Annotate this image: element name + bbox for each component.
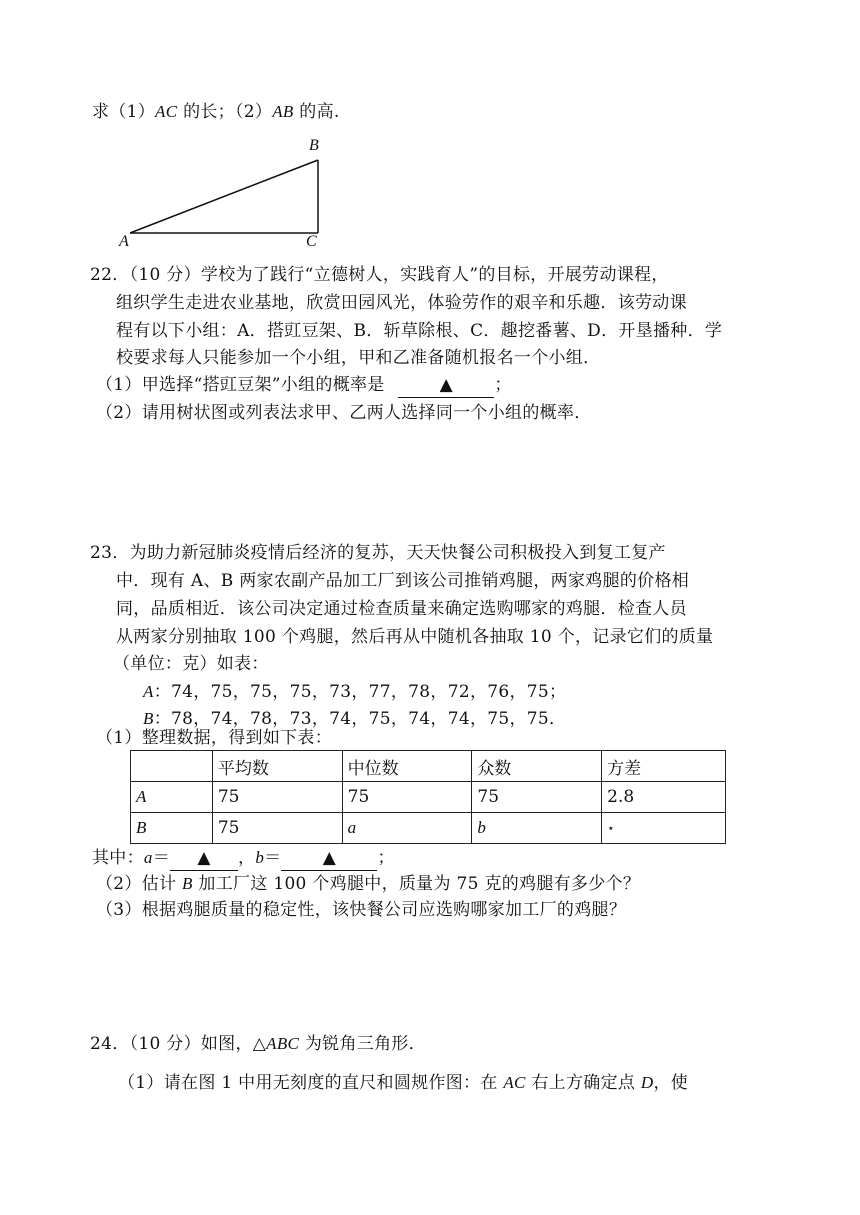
q22-part-2: （2）请用树状图或列表法求甲、乙两人选择同一个小组的概率． <box>96 403 592 423</box>
q23-blanks-line: 其中：a＝ ▲ ，b＝ ▲ ； <box>92 846 395 871</box>
table-header-row <box>131 751 726 782</box>
vertex-label-c: C <box>306 233 317 250</box>
table-cell: b <box>472 813 602 844</box>
table-cell: 75 <box>472 782 602 813</box>
table-cell: A <box>131 782 213 813</box>
answer-blank-a[interactable]: ▲ <box>170 846 238 871</box>
q23-line-2: 中．现有 A、B 两家农副产品加工厂到该公司推销鸡腿，两家鸡腿的价格相 <box>116 571 690 591</box>
q23-line-1: 23．为助力新冠肺炎疫情后经济的复苏，天天快餐公司积极投入到复工复产 <box>90 543 666 563</box>
q22-line-1: 22．（10 分）学校为了践行“立德树人，实践育人”的目标，开展劳动课程， <box>90 265 669 285</box>
vertex-label-a: A <box>119 233 129 250</box>
q23-line-5: （单位：克）如表： <box>113 654 269 674</box>
q22-line-4: 校要求每人只能参加一个小组，甲和乙准备随机报名一个小组． <box>116 348 601 368</box>
q23-data-b: B：78，74，78，73，74，75，74，74，75，75． <box>143 709 567 729</box>
q22-line-3: 程有以下小组：A．搭豇豆架、B．斩草除根、C．趣挖番薯、D．开垦播种．学 <box>116 321 723 341</box>
answer-blank-b[interactable]: ▲ <box>281 846 377 871</box>
q22-line-2: 组织学生走进农业基地，欣赏田园风光，体验劳作的艰辛和乐趣．该劳动课 <box>116 293 687 313</box>
q23-part-2: （2）估计 B 加工厂这 100 个鸡腿中，质量为 75 克的鸡腿有多少个？ <box>96 874 641 894</box>
table-header-cell <box>131 751 213 782</box>
table-row <box>131 813 726 844</box>
q23-line-3: 同，品质相近．该公司决定通过检查质量来确定选购哪家的鸡腿．检查人员 <box>116 599 687 619</box>
table-header-cell: 众数 <box>472 751 602 782</box>
q24-line-1: 24．（10 分）如图，△ABC 为锐角三角形． <box>90 1034 426 1054</box>
table-header-cell: 方差 <box>602 751 726 782</box>
q23-part-1: （1）整理数据，得到如下表： <box>96 728 333 748</box>
table-cell: 2.8 <box>602 782 726 813</box>
triangle-side-ab <box>130 160 318 233</box>
table-header-cell: 平均数 <box>212 751 342 782</box>
q23-data-a: A：74，75，75，75，73，77，78，72，76，75； <box>143 682 567 702</box>
q21-prompt: 求（1）AC 的长；（2）AB 的高. <box>92 102 340 122</box>
table-header-cell: 中位数 <box>342 751 472 782</box>
q23-line-4: 从两家分别抽取 100 个鸡腿，然后再从中随机各抽取 10 个，记录它们的质量 <box>116 627 714 647</box>
q24-line-2: （1）请在图 1 中用无刻度的直尺和圆规作图：在 AC 右上方确定点 D，使 <box>118 1073 689 1093</box>
table-cell: 75 <box>212 813 342 844</box>
table-cell: ⋆ <box>602 813 726 844</box>
table-cell: 75 <box>342 782 472 813</box>
vertex-label-b: B <box>309 137 319 154</box>
table-cell: 75 <box>212 782 342 813</box>
statistics-table <box>130 750 726 844</box>
table-row <box>131 782 726 813</box>
q22-part-1: （1）甲选择“搭豇豆架”小组的概率是 ▲ ； <box>96 373 512 398</box>
q23-part-3: （3）根据鸡腿质量的稳定性，该快餐公司应选购哪家加工厂的鸡腿？ <box>96 900 627 920</box>
table-cell: a <box>342 813 472 844</box>
table-cell: B <box>131 813 213 844</box>
answer-blank[interactable]: ▲ <box>398 373 494 398</box>
